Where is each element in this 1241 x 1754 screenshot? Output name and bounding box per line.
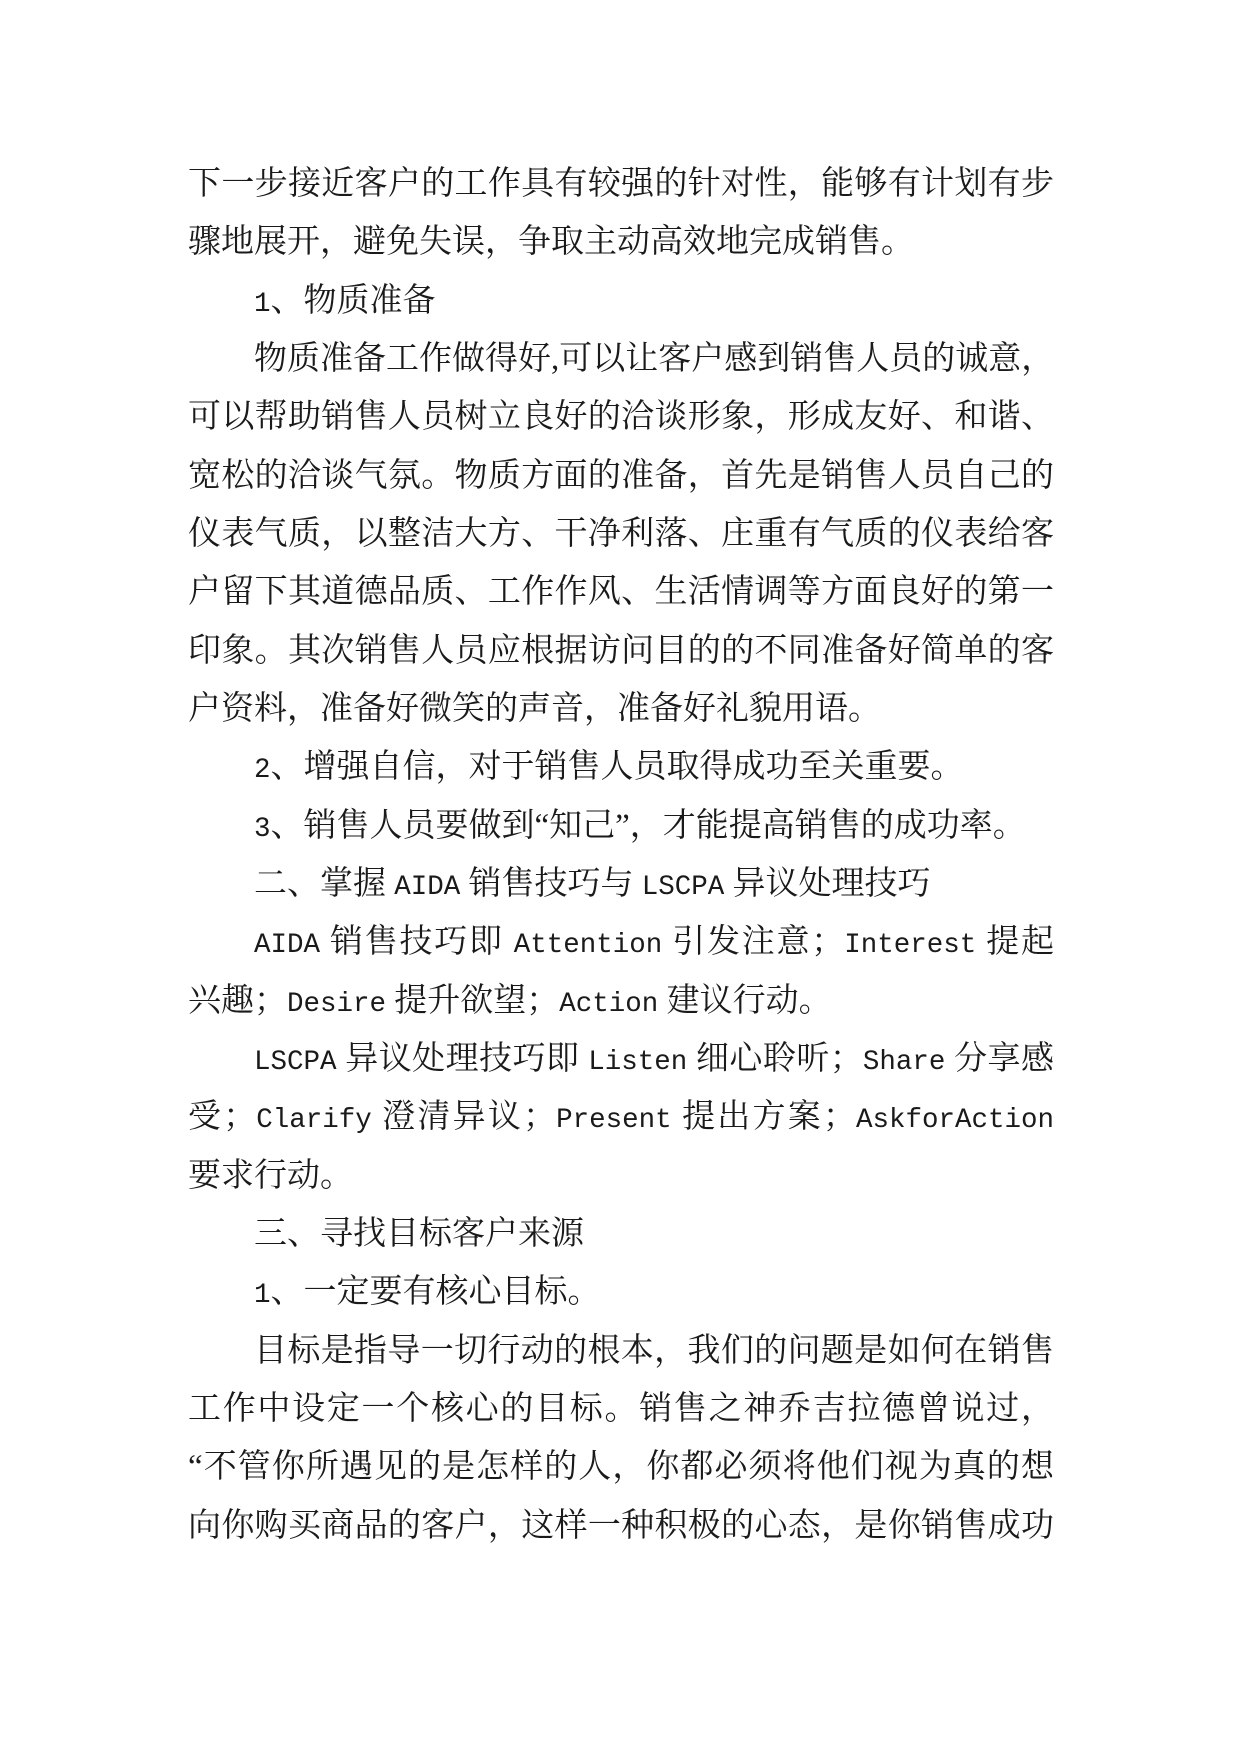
- numbered-heading: [188, 1263, 1054, 1321]
- text-line: 向你购买商品的客户，这样一种积极的心态，是你销售成功: [188, 1507, 1054, 1544]
- text-line: 受；Clarify 澄清异议；Present 提出方案；AskforAction: [188, 1099, 1055, 1137]
- latin-text: AIDA: [254, 930, 321, 962]
- document-body: [188, 155, 1054, 1555]
- paragraph: [188, 1030, 1054, 1205]
- paragraph: [188, 1322, 1054, 1555]
- latin-text: AIDA: [394, 871, 461, 903]
- latin-text: LSCPA: [641, 871, 725, 903]
- section-heading: [188, 1205, 1054, 1263]
- text-line: 物质准备工作做得好,可以让客户感到销售人员的诚意，: [254, 340, 1055, 377]
- paragraph-continued: [188, 155, 1054, 272]
- section-heading: [188, 855, 1054, 913]
- latin-text: AskforAction: [855, 1105, 1055, 1137]
- latin-text: 1: [254, 1280, 271, 1312]
- latin-text: LSCPA: [254, 1046, 337, 1078]
- text-line: 要求行动。: [188, 1157, 353, 1194]
- text-line: 下一步接近客户的工作具有较强的针对性，能够有计划有步: [188, 166, 1054, 202]
- numbered-point: [188, 797, 1054, 855]
- latin-text: Present: [556, 1105, 672, 1137]
- text-line: 印象。其次销售人员应根据访问目的的不同准备好简单的客: [188, 632, 1054, 669]
- latin-text: Clarify: [256, 1105, 372, 1137]
- text-line: “不管你所遇见的是怎样的人，你都必须将他们视为真的想: [188, 1449, 1054, 1486]
- paragraph: [188, 913, 1054, 1030]
- text-line: AIDA 销售技巧即 Attention 引发注意；Interest 提起: [254, 924, 1055, 962]
- text-line: 目标是指导一切行动的根本，我们的问题是如何在销售: [254, 1332, 1054, 1369]
- latin-text: 3: [254, 813, 271, 845]
- latin-text: Interest: [844, 930, 977, 962]
- text-line: 骤地展开，避免失误，争取主动高效地完成销售。: [188, 224, 914, 261]
- text-line: 宽松的洽谈气氛。物质方面的准备，首先是销售人员自己的: [188, 457, 1054, 494]
- text-line: LSCPA 异议处理技巧即 Listen 细心聆听；Share 分享感: [254, 1040, 1055, 1078]
- paragraph: [188, 330, 1054, 738]
- numbered-point: [188, 738, 1054, 796]
- latin-text: Listen: [588, 1046, 688, 1078]
- text-line: 二、掌握 AIDA 销售技巧与 LSCPA 异议处理技巧: [254, 865, 931, 903]
- text-line: 三、寻找目标客户来源: [254, 1215, 584, 1252]
- latin-text: 2: [254, 755, 271, 787]
- latin-text: Attention: [513, 930, 663, 962]
- text-line: 1、物质准备: [254, 282, 436, 320]
- text-line: 仪表气质，以整洁大方、干净利落、庄重有气质的仪表给客: [188, 515, 1054, 552]
- text-line: 1、一定要有核心目标。: [254, 1274, 601, 1312]
- text-line: 户资料，准备好微笑的声音，准备好礼貌用语。: [188, 690, 881, 727]
- text-line: 兴趣；Desire 提升欲望；Action 建议行动。: [188, 982, 832, 1020]
- numbered-heading: [188, 272, 1054, 330]
- text-line: 3、销售人员要做到“知己”，才能提高销售的成功率。: [254, 807, 1026, 845]
- text-line: 可以帮助销售人员树立良好的洽谈形象，形成友好、和谐、: [188, 399, 1054, 436]
- text-line: 户留下其道德品质、工作作风、生活情调等方面良好的第一: [188, 574, 1054, 611]
- text-line: 工作中设定一个核心的目标。销售之神乔吉拉德曾说过，: [188, 1390, 1054, 1427]
- latin-text: Action: [559, 988, 659, 1020]
- latin-text: Share: [862, 1046, 946, 1078]
- latin-text: 1: [254, 288, 271, 320]
- text-line: 2、增强自信，对于销售人员取得成功至关重要。: [254, 749, 964, 787]
- latin-text: Desire: [287, 988, 387, 1020]
